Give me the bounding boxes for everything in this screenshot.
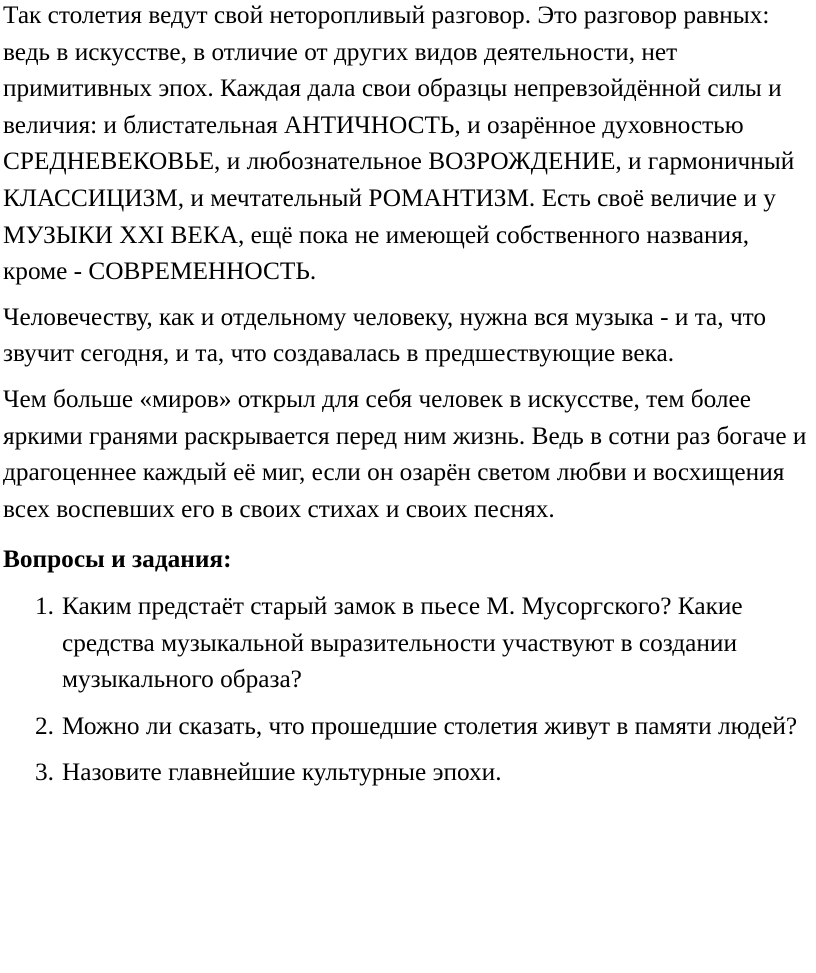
paragraph-humanity-needs-music: Человечеству, как и отдельному человеку, нужна вся музыка - и та, что звучит сегодня, и та, что создавалась в предшествующие века. xyxy=(3,302,767,368)
question-text: Каким предстаёт старый замок в пьесе М. Мусоргского? Какие средства музыкальной выразительности участвуют в создании музыкального образа? xyxy=(62,591,743,694)
questions-heading: Вопросы и задания: xyxy=(3,545,232,574)
list-item xyxy=(3,708,812,745)
paragraph-worlds-of-art: Чем больше «миров» открыл для себя человек в искусстве, тем более яркими гранями раскрывается перед ним жизнь. Ведь в сотни раз богаче и драгоценнее каждый её миг, если он озарён светом любви и восхищения всех воспевших его в своих стихах и своих песнях. xyxy=(3,384,807,523)
list-item xyxy=(3,754,812,791)
paragraph-centuries-dialogue: Так столетия ведут свой неторопливый разговор. Это разговор равных: ведь в искусстве, в отличие от других видов деятельности, нет примитивных эпох. Каждая дала свои образцы непревзойдённой силы и величия: и блистательная АНТИЧНОСТЬ, и озарённое духовностью СРЕДНЕВЕКОВЬЕ, и любознательное ВОЗРОЖДЕНИЕ, и гармоничный КЛАССИЦИЗМ, и мечтательный РОМАНТИЗМ. Есть своё величие и у МУЗЫКИ XXI ВЕКА, ещё пока не имеющей собственного названия, кроме - СОВРЕМЕННОСТЬ. xyxy=(3,1,795,286)
question-text: Можно ли сказать, что прошедшие столетия живут в памяти людей? xyxy=(62,711,798,740)
question-number: 1. xyxy=(35,591,54,620)
questions-list xyxy=(3,588,812,791)
question-number: 3. xyxy=(35,758,54,787)
question-text: Назовите главнейшие культурные эпохи. xyxy=(62,758,502,787)
question-number: 2. xyxy=(35,711,54,740)
list-item xyxy=(3,588,812,698)
